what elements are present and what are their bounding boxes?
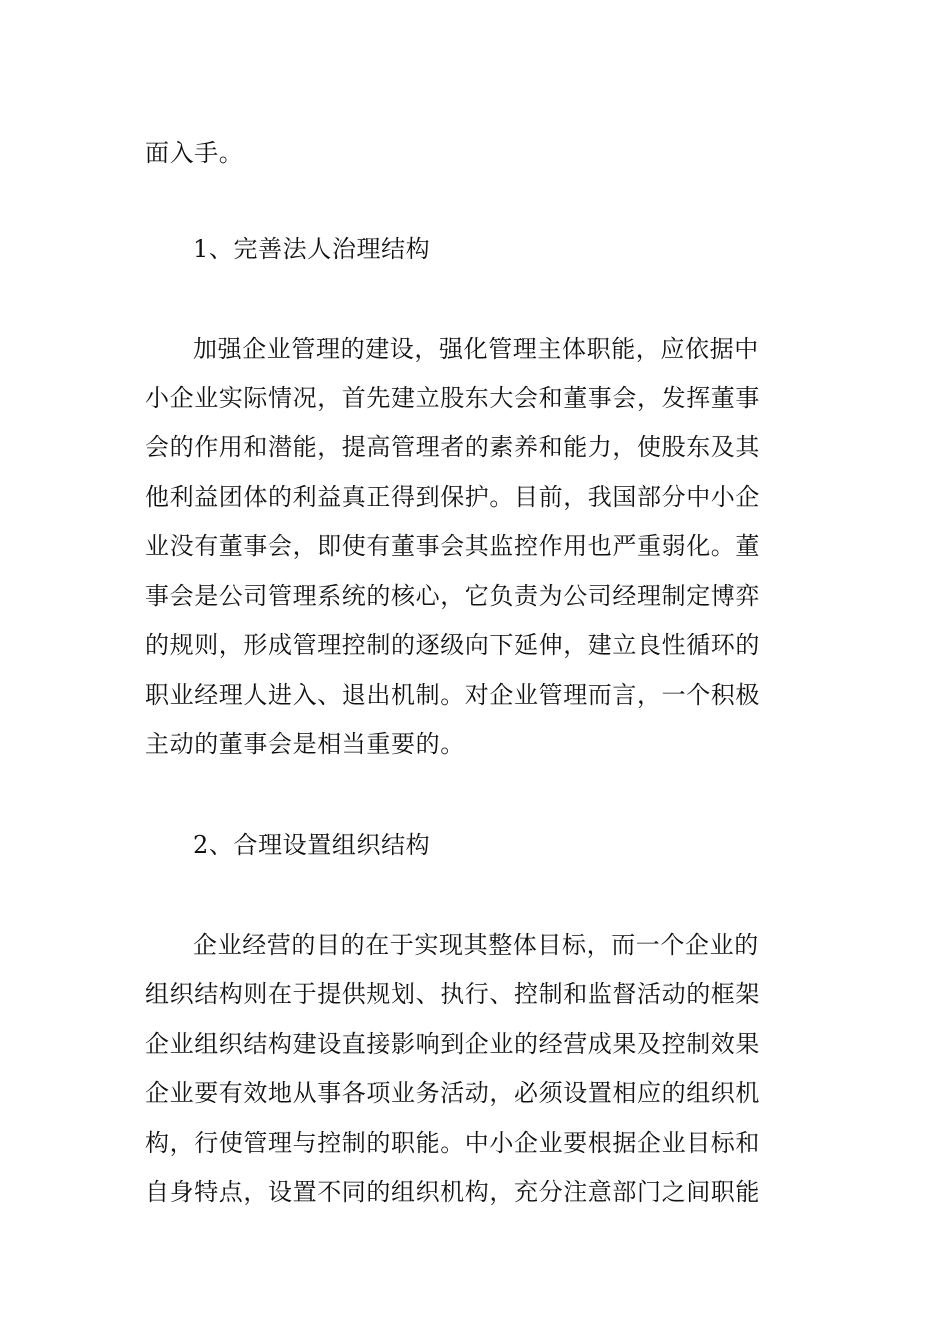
paragraph-line: 会的作用和潜能，提高管理者的素养和能力，使股东及其 xyxy=(145,433,760,461)
paragraph-line: 企业组织结构建设直接影响到企业的经营成果及控制效果 xyxy=(145,1030,760,1058)
paragraph-line: 业没有董事会，即使有董事会其监控作用也严重弱化。董 xyxy=(145,532,760,560)
paragraph-line: 小企业实际情况，首先建立股东大会和董事会，发挥董事 xyxy=(145,384,760,412)
paragraph-line: 加强企业管理的建设，强化管理主体职能，应依据中 xyxy=(193,335,759,363)
paragraph-line: 企业经营的目的在于实现其整体目标，而一个企业的 xyxy=(193,931,759,959)
paragraph-line: 企业要有效地从事各项业务活动，必须设置相应的组织机 xyxy=(145,1079,760,1107)
paragraph-line: 他利益团体的利益真正得到保护。目前，我国部分中小企 xyxy=(145,483,760,511)
section-heading-2: 2、合理设置组织结构 xyxy=(193,831,431,859)
paragraph-line: 职业经理人进入、退出机制。对企业管理而言，一个积极 xyxy=(145,681,760,709)
paragraph-line: 主动的董事会是相当重要的。 xyxy=(145,730,465,758)
paragraph-line: 构，行使管理与控制的职能。中小企业要根据企业目标和 xyxy=(145,1129,760,1157)
paragraph-line: 自身特点，设置不同的组织机构，充分注意部门之间职能 xyxy=(145,1178,760,1206)
paragraph-tail-line: 面入手。 xyxy=(145,139,244,167)
paragraph-line: 事会是公司管理系统的核心，它负责为公司经理制定博弈 xyxy=(145,582,760,610)
section-heading-1: 1、完善法人治理结构 xyxy=(193,235,431,263)
paragraph-line: 的规则，形成管理控制的逐级向下延伸，建立良性循环的 xyxy=(145,631,760,659)
paragraph-line: 组织结构则在于提供规划、执行、控制和监督活动的框架 xyxy=(145,980,760,1008)
